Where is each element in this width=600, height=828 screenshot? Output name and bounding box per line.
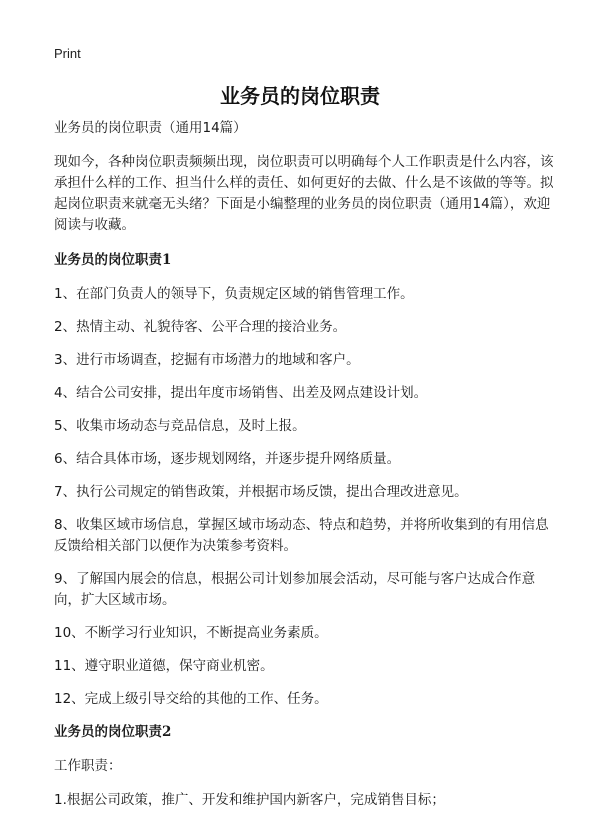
section-heading-2: 业务员的岗位职责2	[54, 724, 172, 740]
list-item: 1.根据公司政策，推广、开发和维护国内新客户，完成销售目标；	[54, 792, 445, 808]
list-item: 11、遵守职业道德，保守商业机密。	[54, 658, 274, 674]
list-item: 1、在部门负责人的领导下，负责规定区域的销售管理工作。	[54, 286, 414, 302]
section-label: 工作职责：	[54, 758, 122, 774]
list-item: 10、不断学习行业知识，不断提高业务素质。	[54, 625, 328, 641]
document-title: 业务员的岗位职责	[220, 84, 380, 108]
list-item: 7、执行公司规定的销售政策，并根据市场反馈，提出合理改进意见。	[54, 484, 468, 500]
document-body	[54, 118, 554, 823]
list-item: 12、完成上级引导交给的其他的工作、任务。	[54, 691, 328, 707]
section-heading-1: 业务员的岗位职责1	[54, 252, 172, 268]
list-item: 2、热情主动、礼貌待客、公平合理的接洽业务。	[54, 319, 347, 335]
list-item: 6、结合具体市场，逐步规划网络，并逐步提升网络质量。	[54, 451, 401, 467]
document-subtitle: 业务员的岗位职责（通用14篇）	[54, 120, 247, 136]
list-item: 5、收集市场动态与竞品信息，及时上报。	[54, 418, 306, 434]
intro-paragraph: 现如今，各种岗位职责频频出现，岗位职责可以明确每个人工作职责是什么内容，该承担什么样的工作、担当什么样的责任、如何更好的去做、什么是不该做的等等。拟起岗位职责来就毫无头绪？下面是小编整理的业务员的岗位职责（通用14篇），欢迎阅读与收藏。	[54, 154, 554, 233]
print-label: Print	[54, 46, 81, 61]
list-item: 8、收集区域市场信息，掌握区域市场动态、特点和趋势，并将所收集到的有用信息反馈给相关部门以便作为决策参考资料。	[54, 517, 549, 554]
list-item: 3、进行市场调查，挖掘有市场潜力的地域和客户。	[54, 352, 360, 368]
list-item: 9、了解国内展会的信息，根据公司计划参加展会活动，尽可能与客户达成合作意向，扩大区域市场。	[54, 571, 536, 608]
list-item: 4、结合公司安排，提出年度市场销售、出差及网点建设计划。	[54, 385, 428, 401]
